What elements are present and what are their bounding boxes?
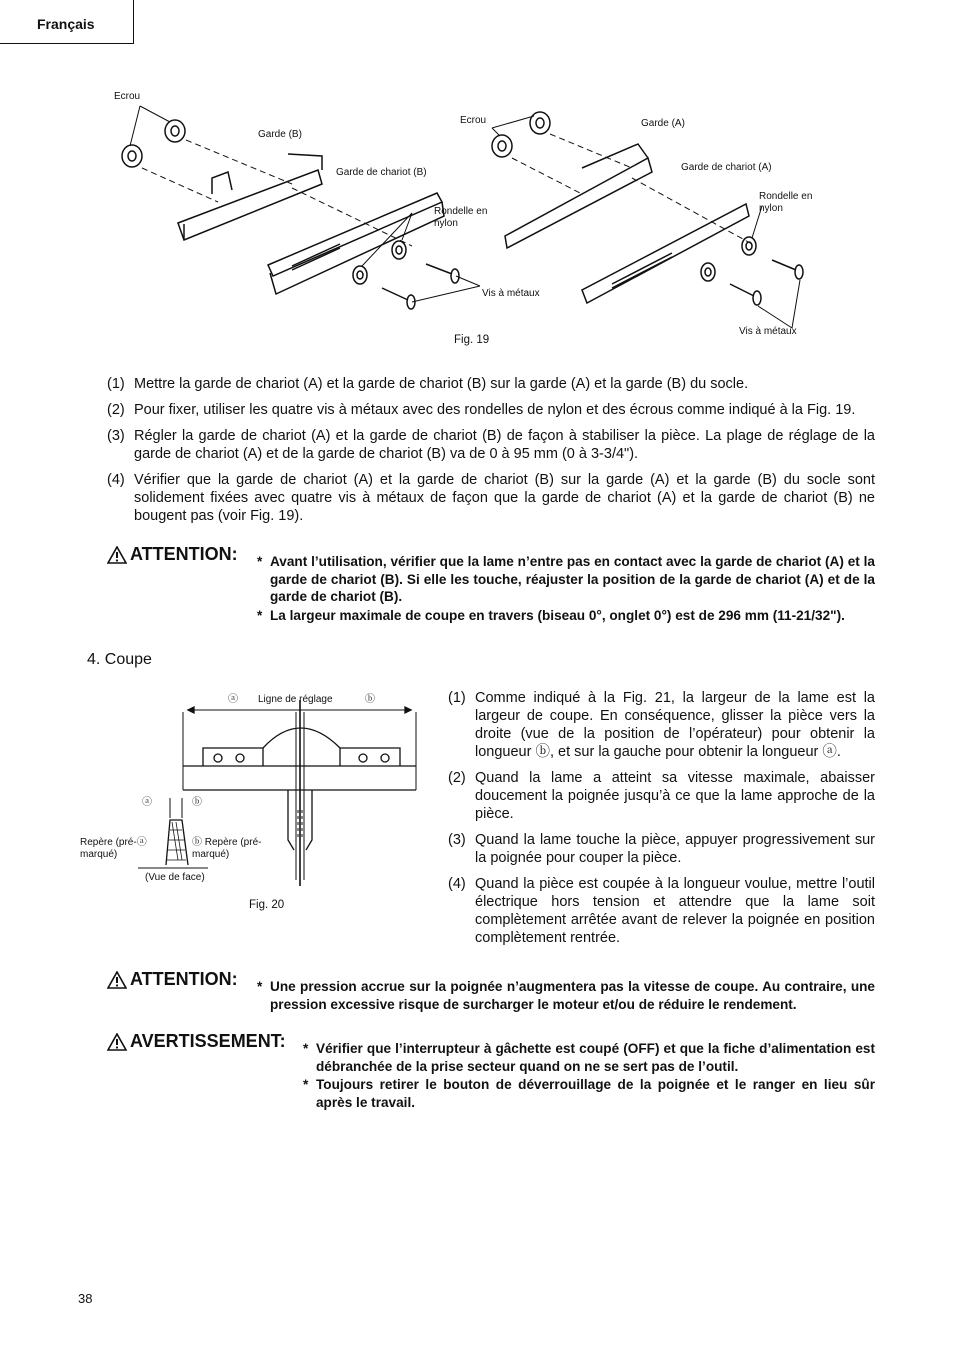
step-item	[448, 831, 875, 867]
attention-item-text: Une pression accrue sur la poignée n’augmentera pas la vitesse de coupe. Au contraire, une pression excessive risque de surcharger le moteur et/ou de réduire le rendement.	[270, 979, 875, 1012]
step-number: (4)	[448, 876, 466, 892]
attention-label: ATTENTION:	[130, 544, 238, 565]
avertissement-item: * Toujours retirer le bouton de déverrouillage de la poignée et le ranger en lieu sûr après le travail.	[303, 1077, 875, 1110]
label-repere-b: ⓑ Repère (pré- marqué)	[192, 837, 262, 860]
attention-item-text: La largeur maximale de coupe en travers (biseau 0°, onglet 0°) est de 296 mm (11-21/32").	[270, 607, 845, 623]
figure-19-caption: Fig. 19	[454, 334, 490, 346]
step-number: (1)	[448, 690, 466, 706]
figure-20	[78, 690, 418, 890]
step-number: (2)	[448, 770, 466, 786]
step-text: Pour fixer, utiliser les quatre vis à métaux avec des rondelles de nylon et des écrous comme indiqué à la Fig. 19.	[134, 402, 856, 418]
step-item	[448, 875, 875, 947]
section-title: 4. Coupe	[87, 651, 152, 668]
label-garde-chariot-b: Garde de chariot (B)	[336, 167, 427, 178]
attention-item: * Avant l’utilisation, vérifier que la lame n’entre pas en contact avec la garde de chariot (A) et la garde de chariot (B). Si elle les touche, réajuster la position de la garde de chariot (A) et de la garde de chariot (B).	[257, 554, 875, 604]
step-item	[107, 471, 875, 525]
label-ligne-de-reglage: Ligne de réglage	[258, 694, 333, 705]
label-vis-left: Vis à métaux	[482, 288, 540, 299]
step-item	[107, 401, 875, 419]
attention-heading	[107, 546, 238, 564]
steps-coupe	[448, 689, 875, 955]
step-item	[107, 427, 875, 463]
step-text: Mettre la garde de chariot (A) et la garde de chariot (B) sur la garde (A) et la garde (B) du socle.	[134, 376, 749, 392]
step-number: (3)	[448, 832, 466, 848]
warning-triangle-icon	[107, 546, 127, 564]
page-number: 38	[78, 1291, 93, 1306]
figure-19	[112, 91, 824, 337]
attention-item: * La largeur maximale de coupe en travers (biseau 0°, onglet 0°) est de 296 mm (11-21/32").	[257, 607, 875, 625]
label-vue-de-face: (Vue de face)	[145, 872, 205, 883]
figure-20-caption: Fig. 20	[249, 899, 285, 911]
label-ecrou-right: Ecrou	[460, 115, 487, 126]
attention-block-1	[107, 544, 875, 625]
step-text: Quand la lame a atteint sa vitesse maximale, abaisser doucement la poignée jusqu’à ce que la lame approche de la pièce.	[475, 770, 875, 822]
avertissement-item-text: Vérifier que l’interrupteur à gâchette est coupé (OFF) et que la fiche d’alimentation est débranchée de la prise secteur quand on ne se sert pas de l’outil.	[316, 1041, 875, 1074]
label-garde-chariot-a: Garde de chariot (A)	[681, 162, 772, 173]
attention-label: ATTENTION:	[130, 969, 238, 990]
step-number: (4)	[107, 472, 125, 488]
label-b-top: ⓑ	[365, 694, 375, 705]
label-ecrou-left: Ecrou	[114, 91, 141, 102]
warning-triangle-icon	[107, 1033, 127, 1051]
step-number: (2)	[107, 402, 125, 418]
label-a-small: ⓐ	[142, 797, 152, 808]
avertissement-block	[107, 1031, 875, 1112]
step-text: Quand la lame touche la pièce, appuyer progressivement sur la poignée pour couper la pièce.	[475, 832, 875, 866]
avertissement-label: AVERTISSEMENT:	[130, 1031, 286, 1052]
avertissement-item: * Vérifier que l’interrupteur à gâchette est coupé (OFF) et que la fiche d’alimentation est débranchée de la prise secteur quand on ne se sert pas de l’outil.	[303, 1041, 875, 1074]
label-repere-a: Repère (pré-ⓐ marqué)	[80, 837, 147, 860]
step-number: (3)	[107, 428, 125, 444]
step-number: (1)	[107, 376, 125, 392]
step-text: Vérifier que la garde de chariot (A) et la garde de chariot (B) sur la garde (A) et la garde (B) du socle sont solidement fixées avec quatre vis à métaux de façon que la garde de chariot (A) et la garde de chariot (B) ne bougent pas (voir Fig. 19).	[134, 472, 875, 524]
step-text: Quand la pièce est coupée à la longueur voulue, mettre l’outil électrique hors tension et attendre que la lame soit complètement arrêtée avant de relever la poignée en position complètement rentrée.	[475, 876, 875, 946]
step-item	[107, 375, 875, 393]
label-garde-a: Garde (A)	[641, 118, 685, 129]
steps-top	[107, 375, 875, 533]
attention-heading	[107, 971, 238, 989]
step-text: Comme indiqué à la Fig. 21, la largeur de la lame est la largeur de coupe. En conséquence, glisser la pièce vers la droite (vue de la position de l’opérateur) pour obtenir la longueur ⓑ, et sur la gauche pour obtenir la longueur ⓐ.	[475, 690, 875, 760]
warning-triangle-icon	[107, 971, 127, 989]
label-a-top: ⓐ	[228, 694, 238, 705]
language-tab: Français	[0, 0, 134, 44]
label-rondelle-left: Rondelle en nylon	[434, 206, 488, 229]
attention-item: * Une pression accrue sur la poignée n’augmentera pas la vitesse de coupe. Au contraire, une pression excessive risque de surcharger le moteur et/ou de réduire le rendement.	[257, 979, 875, 1012]
step-item	[448, 769, 875, 823]
label-rondelle-right: Rondelle en nylon	[759, 191, 813, 214]
step-item	[448, 689, 875, 761]
avertissement-heading	[107, 1033, 286, 1051]
label-garde-b: Garde (B)	[258, 129, 302, 140]
avertissement-item-text: Toujours retirer le bouton de déverrouillage de la poignée et le ranger en lieu sûr après le travail.	[316, 1077, 875, 1110]
label-vis-right: Vis à métaux	[739, 326, 797, 337]
attention-block-2	[107, 969, 875, 1014]
attention-item-text: Avant l’utilisation, vérifier que la lame n’entre pas en contact avec la garde de chariot (A) et la garde de chariot (B). Si elle les touche, réajuster la position de la garde de chariot (A) et de la garde de chariot (B).	[270, 554, 875, 604]
step-text: Régler la garde de chariot (A) et la garde de chariot (B) de façon à stabiliser la pièce. La plage de réglage de la garde de chariot (A) et de la garde de chariot (B) va de 0 à 95 mm (0 à 3-3/4").	[134, 428, 875, 462]
label-b-small: ⓑ	[192, 797, 202, 808]
